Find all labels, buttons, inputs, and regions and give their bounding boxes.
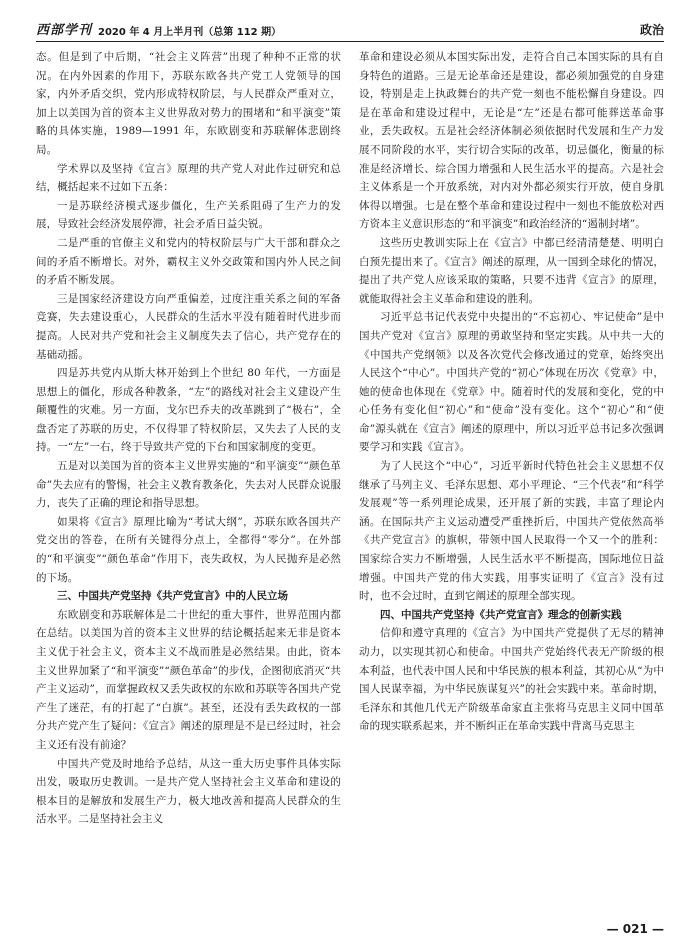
paragraph: 革命和建设必须从本国实际出发，走符合自己本国实际的具有自身特色的道路。三是无论革命还是建设，都必须加强党的自身建设，特别是走上执政舞台的共产党一刻也不能松懈自身建设。四是在革命和建设过程中，无论是“左”还是右都可能葬送革命事业，丢失政权。五是社会经济体制必须依据时代发展和生产力发展不同阶段的水平，实行切合实际的改革，切忌僵化，衡量的标准是经济增长、综合国力增强和人民生活水平的提高。六是社会主义体系是一个开放系统，对内对外都必须实行开放，使自身肌体得以增强。七是在整个革命和建设过程中一刻也不能放松对西方资本主义意识形态的“和平演变”和政治经济的“遏制封堵”。 (359, 51, 664, 231)
paragraph: 东欧剧变和苏联解体是二十世纪的重大事件，世界范围内都在总结。以美国为首的资本主义世界的结论概括起来无非是资本主义优于社会主义，资本主义不战而胜是必然结果。由此，资本主义世界加紧了“和平演变”“颜色革命”的步伐，企图彻底消灭“共产主义运动”，而掌握政权又丢失政权的东欧和苏联等各国共产党产生了迷茫，有的打起了“白旗”。甚至，还没有丢失政权的一部分共产党产生了疑问：《宣言》阐述的原理是不是已经过时，社会主义还有没有前途？ (36, 608, 341, 751)
paragraph: 四是苏共党内从斯大林开始到上个世纪 80 年代，一方面是思想上的僵化，形成各种教条，“左”的路线对社会主义建设产生颠覆性的灾难。另一方面，戈尔巴乔夫的改革跳到了“极右”，全盘否定了苏联的历史，不仅得罪了特权阶层，又失去了人民的支持。一“左”一右，终于导致共产党的下台和国家制度的变更。 (36, 367, 341, 454)
section-heading: 三、中国共产党坚持《共产党宣言》中的人民立场 (57, 590, 288, 603)
section-heading: 四、中国共产党坚持《共产党宣言》理念的创新实践 (380, 608, 622, 621)
paragraph: 习近平总书记代表党中央提出的“不忘初心、牢记使命”是中国共产党对《宣言》原理的勇敢坚持和坚定实践。从中共一大的《中国共产党纲领》以及各次党代会修改通过的党章，始终突出人民这个“中心”。中国共产党的“初心”体现在历次《党章》中，她的使命也体现在《党章》中。随着时代的发展和变化，党的中心任务有变化但“初心”和“使命”没有变化。这个“初心”和“使命”源头就在《宣言》阐述的原理中，所以习近平总书记多次强调要学习和实践《宣言》。 (359, 311, 664, 454)
paragraph: 信仰和遵守真理的《宣言》为中国共产党提供了无尽的精神动力，以实现其初心和使命。中国共产党始终代表无产阶级的根本利益，也代表中国人民和中华民族的根本利益，其初心从“为中国人民谋幸福，为中华民族谋复兴”的社会实践中来。革命时期，毛泽东和其他几代无产阶级革命家直主张将马克思主义同中国革命的现实联系起来，并不断纠正在革命实践中背离马克思主 (359, 627, 664, 733)
left-column (36, 48, 341, 902)
page-number: — 021 — (606, 922, 664, 936)
paragraph: 二是严重的官僚主义和党内的特权阶层与广大干部和群众之间的矛盾不断增长。对外，霸权主义外交政策和国内外人民之间的矛盾不断发展。 (36, 236, 341, 287)
page-header (36, 16, 664, 42)
header-left (36, 19, 281, 38)
article-body (36, 48, 664, 902)
paragraph: 态。但是到了中后期，“社会主义阵营”出现了种种不正常的状况。在内外因素的作用下，苏联东欧各共产党工人党领导的国家，内外矛盾交织，党内形成特权阶层，与人民群众严重对立，加上以美国为首的资本主义世界敌对势力的围堵和“和平演变”策略的具体实施，1989—1991 年，东欧剧变和苏联解体悲剧终局。 (36, 51, 341, 156)
paragraph: 中国共产党及时地给予总结，从这一重大历史事件具体实际出发，吸取历史教训。一是共产党人坚持社会主义革命和建设的根本目的是解放和发展生产力，极大地改善和提高人民群众的生活水平。二是坚持社会主义 (36, 757, 341, 826)
paragraph: 三是国家经济建设方向严重偏差，过度注重关系之间的军备竞赛，失去建设重心，人民群众的生活水平没有随着时代进步而提高。人民对共产党和社会主义制度失去了信心，共产党存在的基础动摇。 (36, 292, 341, 361)
paragraph: 学术界以及坚持《宣言》原理的共产党人对此作过研究和总结，概括起来不过如下五条： (36, 162, 341, 194)
paragraph: 如果将《宣言》原理比喻为“考试大纲”，苏联东欧各国共产党交出的答卷，在所有关键得分点上，全都得“零分”。在外部的“和平演变”“颜色革命”作用下，丧失政权，为人民抛弃是必然的下场。 (36, 515, 341, 584)
paragraph: 这些历史教训实际上在《宣言》中都已经清清楚楚、明明白白预先提出来了。《宣言》阐述的原理，从一国到全球化的情况，提出了共产党人应该采取的策略，只要不违背《宣言》的原理，就能取得社会主义革命和建设的胜利。 (359, 236, 664, 305)
right-column (359, 48, 664, 902)
paragraph: 一是苏联经济模式逐步僵化，生产关系阻碍了生产力的发展，导致社会经济发展停滞，社会矛盾日益尖锐。 (36, 199, 341, 231)
paragraph: 为了人民这个“中心”，习近平新时代特色社会主义思想不仅继承了马列主义、毛泽东思想、邓小平理论、“三个代表”和“科学发展观”等一系列理论成果，还开展了新的实践，丰富了理论内涵。在国际共产主义运动遭受严重挫折后，中国共产党依然高举《共产党宣言》的旗帜，带领中国人民取得一个又一个的胜利：国家综合实力不断增强，人民生活水平不断提高，国际地位日益增强。中国共产党的伟大实践，用事实证明了《宣言》没有过时，也不会过时，直到它阐述的原理全部实现。 (359, 460, 664, 603)
issue-info: 2020 年 4 月上半月刊（总第 112 期） (98, 27, 282, 38)
journal-logo: 西部学刊 (36, 23, 93, 38)
section-label: 政治 (639, 23, 664, 37)
paragraph: 五是对以美国为首的资本主义世界实施的“和平演变”“颜色革命”失去应有的警惕，社会主义教育教条化，失去对人民群众说服力，丧失了正确的理论和指导思想。 (36, 460, 341, 510)
